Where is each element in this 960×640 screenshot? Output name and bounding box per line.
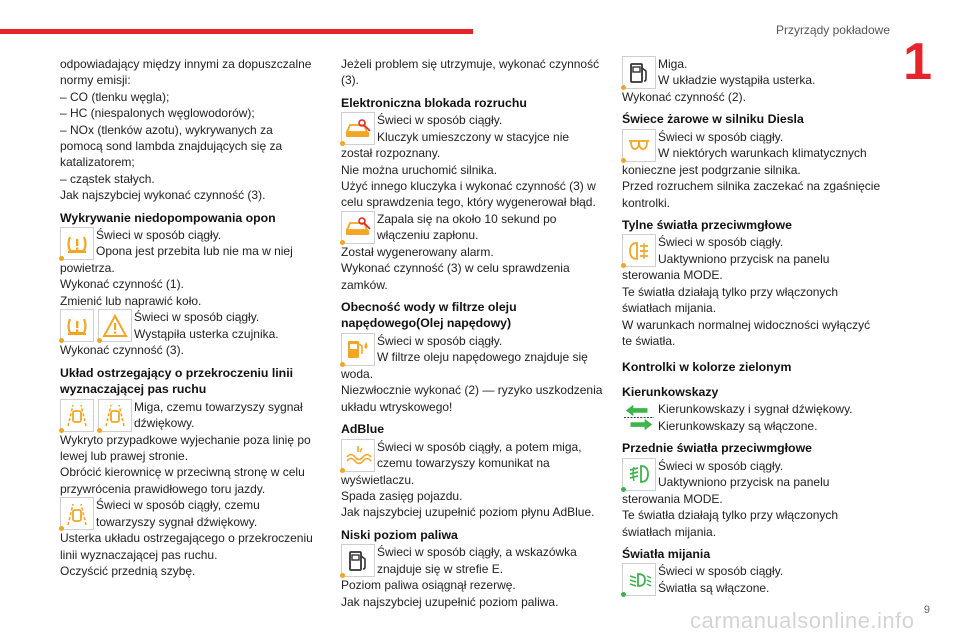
text-line: Świeci w sposób ciągły. [658, 458, 784, 473]
text-line: Zmienić lub naprawić koło. [60, 293, 202, 308]
indicator-entry [622, 401, 884, 434]
text-line: Świeci w sposób ciągły. [134, 310, 260, 325]
text-line: Usterka układu ostrzegającego o przekroczeniu [60, 531, 313, 546]
section-title-glow-plugs: Świece żarowe w silniku Diesla [622, 112, 804, 127]
text-line: Światła są włączone. [658, 580, 770, 595]
text-line: Świeci w sposób ciągły. [658, 235, 784, 250]
text-line: Uaktywniono przycisk na panelu [658, 475, 830, 490]
text-line: wyświetlaczu. [341, 472, 415, 487]
text-line: światłach mijania. [622, 524, 717, 539]
warning-entry [341, 112, 603, 145]
text-line: katalizatorem; [60, 155, 135, 170]
section-title-turn-signals: Kierunkowskazy [622, 384, 719, 399]
text-line: konieczne jest podgrzanie silnika. [622, 162, 801, 177]
text-line: Oczyścić przednią szybę. [60, 563, 196, 578]
lane-departure-fault-icon [60, 497, 94, 530]
key-car-icon [341, 211, 375, 244]
text-line: Przed rozruchem silnika zaczekać na zgaśnięcie [622, 179, 881, 194]
section-title-green-indicators: Kontrolki w kolorze zielonym [622, 360, 792, 375]
indicator-entry [622, 458, 884, 491]
text-line: Jak najszybciej wykonać czynność (3). [60, 188, 266, 203]
section-title-dipped-beam: Światła mijania [622, 546, 711, 561]
text-line: został rozpoznany. [341, 146, 441, 161]
text-line: Uaktywniono przycisk na panelu [658, 251, 830, 266]
section-title-low-fuel: Niski poziom paliwa [341, 527, 458, 542]
text-line: Świeci w sposób ciągły. [658, 129, 784, 144]
text-line: normy emisji: [60, 73, 131, 88]
text-line: Spada zasięg pojazdu. [341, 488, 463, 503]
warning-entry [622, 234, 884, 267]
water-in-fuel-icon [341, 333, 375, 366]
text-line: lewej lub prawej stronie. [60, 448, 189, 463]
text-line: Wykonać czynność (3). [60, 343, 184, 358]
text-line: towarzyszy sygnał dźwiękowy. [96, 514, 258, 529]
fuel-pump-icon [622, 56, 656, 89]
text-line: Poziom paliwa osiągnął rezerwę. [341, 578, 516, 593]
lane-departure-left-icon [60, 399, 94, 432]
dipped-beam-icon [622, 563, 656, 596]
warning-entry [341, 439, 603, 472]
warning-entry [341, 333, 603, 366]
text-line: znajduje się w strefie E. [377, 561, 504, 576]
text-line: – HC (niespalonych węglowodorów); [60, 106, 255, 121]
text-line: odpowiadający między innymi za dopuszczalne [60, 57, 312, 71]
fuel-pump-icon [341, 544, 375, 577]
key-car-icon [341, 112, 375, 145]
text-line: zamków. [341, 277, 388, 292]
indicator-entry [622, 563, 884, 596]
text-line: Świeci w sposób ciągły. [96, 228, 222, 243]
text-line: Jak najszybciej uzupełnić poziom płynu AdBlue. [341, 505, 595, 520]
text-line: W warunkach normalnej widoczności wyłączyć [622, 317, 871, 332]
text-line: Te światła działają tylko przy włączonych [622, 284, 839, 299]
text-line: Nie można uruchomić silnika. [341, 162, 498, 177]
section-title-rear-fog: Tylne światła przeciwmgłowe [622, 218, 792, 233]
warning-entry [341, 544, 603, 577]
text-line: – NOx (tlenków azotu), wykrywanych za [60, 122, 273, 137]
text-line: te światła. [622, 334, 676, 349]
text-line: Wykonać czynność (1). [60, 277, 184, 292]
text-line: Wystąpiła usterka czujnika. [134, 326, 279, 341]
text-line: sterowania MODE. [622, 491, 723, 506]
text-line: Wykonać czynność (2). [622, 90, 746, 104]
text-line: Użyć innego kluczyka i wykonać czynność (3) w [341, 179, 596, 194]
text-line: światłach mijania. [622, 301, 717, 316]
column-3 [622, 56, 884, 596]
text-line: Świeci w sposób ciągły. [377, 113, 503, 128]
warning-entry [60, 399, 320, 432]
text-line: Został wygenerowany alarm. [341, 244, 494, 259]
text-line: linii wyznaczającej pas ruchu. [60, 547, 218, 562]
watermark: carmanualsonline.info [690, 608, 915, 633]
intro-paragraph [60, 56, 320, 204]
text-line: Świeci w sposób ciągły, czemu [96, 498, 260, 513]
section-title-front-fog: Przednie światła przeciwmgłowe [622, 441, 812, 456]
column-1 [60, 56, 320, 579]
text-line: układu wtryskowego! [341, 399, 453, 414]
section-title-tpms: Wykrywanie niedopompowania opon [60, 210, 276, 225]
warning-entry [622, 56, 884, 89]
chapter-number: 1 [903, 33, 932, 91]
page-number: 9 [923, 604, 930, 616]
section-title-immobilizer: Elektroniczna blokada rozruchu [341, 95, 527, 110]
text-line: W niektórych warunkach klimatycznych [658, 146, 867, 161]
text-line: Zapala się na około 10 sekund po [377, 211, 557, 226]
section-title-adblue: AdBlue [341, 422, 385, 437]
text-line: Obrócić kierownicę w przeciwną stronę w celu [60, 465, 305, 480]
rear-fog-light-icon [622, 234, 656, 267]
text-line: Jak najszybciej uzupełnić poziom paliwa. [341, 594, 559, 609]
text-line: W filtrze oleju napędowego znajduje się [377, 350, 588, 365]
text-line: Jeżeli problem się utrzymuje, wykonać czynność [341, 57, 600, 71]
text-line: kontrolki. [622, 195, 671, 210]
text-line: (3). [341, 73, 359, 88]
glow-plug-icon [622, 129, 656, 162]
lane-departure-right-icon [98, 399, 132, 432]
text-line: Wykryto przypadkowe wyjechanie poza linię po [60, 432, 311, 447]
warning-triangle-icon [98, 309, 132, 342]
text-line: Miga, czemu towarzyszy sygnał [134, 399, 303, 414]
warning-entry [60, 309, 320, 342]
text-line: Kierunkowskazy są włączone. [658, 418, 818, 433]
text-line: Te światła działają tylko przy włączonych [622, 508, 839, 523]
warning-entry [60, 497, 320, 530]
text-line: włączeniu zapłonu. [377, 228, 479, 243]
text-line: pomocą sond lambda znajdujących się za [60, 139, 283, 154]
tyre-pressure-icon [60, 227, 94, 260]
tyre-pressure-icon [60, 309, 94, 342]
text-line: Świeci w sposób ciągły, a potem miga, [377, 439, 582, 454]
warning-entry [341, 211, 603, 244]
text-line: czemu towarzyszy komunikat na [377, 455, 550, 470]
text-line: przywrócenia prawidłowego toru jazdy. [60, 481, 266, 496]
text-line: Świeci w sposób ciągły. [658, 564, 784, 579]
text-line: sterowania MODE. [622, 268, 723, 283]
text-line: Świeci w sposób ciągły. [377, 333, 503, 348]
top-accent-bar [0, 29, 473, 34]
text-line: dźwiękowy. [134, 415, 195, 430]
text-line: woda. [341, 366, 374, 381]
text-line: Niezwłocznie wykonać (2) — ryzyko uszkodzenia [341, 383, 603, 398]
text-line: – cząstek stałych. [60, 171, 155, 186]
section-title-lane: Układ ostrzegający o przekroczeniu linii wyznaczającej pas ruchu [60, 365, 294, 397]
text-line: Świeci w sposób ciągły, a wskazówka [377, 545, 577, 560]
warning-entry [60, 227, 320, 260]
text-line: – CO (tlenku węgla); [60, 89, 170, 104]
section-title-water-in-fuel: Obecność wody w filtrze oleju napędowego(Olej napędowy) [341, 300, 517, 331]
text-line: Wykonać czynność (3) w celu sprawdzenia [341, 261, 570, 276]
page-header-title: Przyrządy pokładowe [775, 23, 890, 37]
text-line: Kluczyk umieszczony w stacyjce nie [377, 129, 570, 144]
text-line: W układzie wystąpiła usterka. [658, 73, 816, 88]
text-line: Opona jest przebita lub nie ma w niej [96, 244, 293, 259]
column-2 [341, 56, 603, 610]
text-line: Miga. [658, 57, 688, 71]
text-line: celu sprawdzenia tego, który wygenerował błąd. [341, 195, 596, 210]
text-line: Kierunkowskazy i sygnał dźwiękowy. [658, 402, 853, 417]
adblue-icon [341, 439, 375, 472]
text-line: powietrza. [60, 261, 115, 276]
front-fog-light-icon [622, 458, 656, 491]
turn-signal-arrows-icon [622, 401, 656, 434]
warning-entry [622, 129, 884, 162]
